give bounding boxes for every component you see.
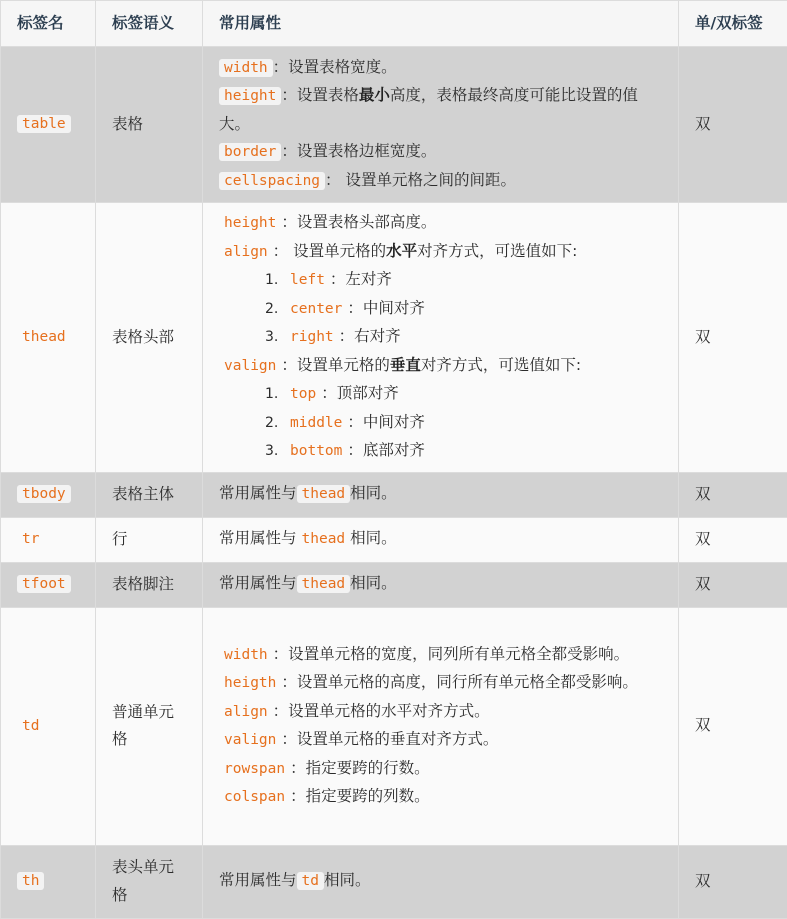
header-row xyxy=(1,1,787,47)
option-item: 2. center ：中间对齐 xyxy=(219,295,662,324)
type-cell: 双 xyxy=(679,472,787,517)
attr-line: heigth ：设置单元格的高度，同行所有单元格全都受影响。 xyxy=(219,669,662,698)
type-cell: 双 xyxy=(679,517,787,562)
attr-code: cellspacing xyxy=(219,172,325,190)
header-tag-semantic: 标签语义 xyxy=(96,1,203,47)
attr-code: border xyxy=(219,143,281,161)
attr-code: heigth xyxy=(219,674,281,692)
attr-emphasis: 水平 xyxy=(386,242,417,260)
attr-code: align xyxy=(219,243,273,261)
tag-cell xyxy=(1,517,96,562)
attr-desc: ：设置表格头部高度。 xyxy=(281,213,436,231)
attr-line: align ：设置单元格的水平对齐方式。 xyxy=(219,698,662,727)
attr-code: rowspan xyxy=(219,760,290,778)
attrs-cell xyxy=(203,607,679,845)
table-row xyxy=(1,517,787,562)
attr-desc: ： 设置单元格的 xyxy=(273,242,386,260)
attr-emphasis: 最小 xyxy=(359,86,390,104)
ref-code: td xyxy=(297,872,324,890)
attr-line: valign ：设置单元格的垂直对齐方式。 xyxy=(219,726,662,755)
tag-code: tfoot xyxy=(17,575,71,593)
attrs-cell xyxy=(203,47,679,203)
option-code: bottom xyxy=(285,442,347,460)
table-row xyxy=(1,203,787,473)
attr-desc: ：设置表格 xyxy=(281,86,359,104)
ref-code: thead xyxy=(297,575,351,593)
attrs-cell xyxy=(203,203,679,473)
tag-code: td xyxy=(17,717,44,735)
attr-code: width xyxy=(219,59,273,77)
attr-line xyxy=(219,209,662,238)
semantic-cell: 表格主体 xyxy=(96,472,203,517)
tag-code: thead xyxy=(17,328,71,346)
attr-desc: ：设置表格宽度。 xyxy=(273,58,397,76)
header-tag-type: 单/双标签 xyxy=(679,1,787,47)
table-row xyxy=(1,562,787,607)
type-cell: 双 xyxy=(679,562,787,607)
semantic-cell: 表格脚注 xyxy=(96,562,203,607)
tag-cell xyxy=(1,47,96,203)
option-item: 1. top ：顶部对齐 xyxy=(219,380,662,409)
attr-line xyxy=(219,352,662,381)
attr-desc: 高度，表格最终高度可能比设置的值大。 xyxy=(219,86,638,133)
option-code: center xyxy=(285,300,347,318)
tag-cell xyxy=(1,607,96,845)
header-common-attrs: 常用属性 xyxy=(203,1,679,47)
option-item: 2. middle ：中间对齐 xyxy=(219,409,662,438)
attr-line: colspan ：指定要跨的列数。 xyxy=(219,783,662,812)
tag-cell xyxy=(1,203,96,473)
type-cell: 双 xyxy=(679,845,787,918)
option-code: right xyxy=(285,328,339,346)
attrs-cell: 常用属性与 thead 相同。 xyxy=(203,562,679,607)
option-code: left xyxy=(285,271,330,289)
table-row xyxy=(1,845,787,918)
table-row xyxy=(1,472,787,517)
attrs-cell: 常用属性与 td 相同。 xyxy=(203,845,679,918)
option-item: 1. left ：左对齐 xyxy=(219,266,662,295)
attr-line xyxy=(219,138,662,167)
semantic-cell: 表头单元格 xyxy=(96,845,203,918)
option-item: 3. bottom ：底部对齐 xyxy=(219,437,662,466)
attr-desc: 对齐方式，可选值如下: xyxy=(417,242,577,260)
attr-desc: ： 设置单元格之间的间距。 xyxy=(325,171,516,189)
attr-line xyxy=(219,54,662,83)
type-cell: 双 xyxy=(679,607,787,845)
attr-desc: ：设置单元格的 xyxy=(281,356,390,374)
tag-cell xyxy=(1,562,96,607)
tag-code: table xyxy=(17,115,71,133)
option-item: 3. right ：右对齐 xyxy=(219,323,662,352)
tag-cell xyxy=(1,472,96,517)
attr-code: valign xyxy=(219,731,281,749)
ref-code: thead xyxy=(297,485,351,503)
attrs-cell: 常用属性与 thead 相同。 xyxy=(203,472,679,517)
tag-code: tbody xyxy=(17,485,71,503)
attr-line xyxy=(219,238,662,267)
table-row xyxy=(1,607,787,845)
attr-line xyxy=(219,167,662,196)
attr-code: width xyxy=(219,646,273,664)
table-row xyxy=(1,47,787,203)
header-tag-name: 标签名 xyxy=(1,1,96,47)
attrs-cell: 常用属性与 thead 相同。 xyxy=(203,517,679,562)
semantic-cell: 表格头部 xyxy=(96,203,203,473)
option-code: middle xyxy=(285,414,347,432)
tag-cell xyxy=(1,845,96,918)
attr-emphasis: 垂直 xyxy=(390,356,421,374)
attr-desc: ：设置表格边框宽度。 xyxy=(281,142,436,160)
attr-desc: 对齐方式，可选值如下: xyxy=(421,356,581,374)
semantic-cell: 普通单元格 xyxy=(96,607,203,845)
attr-code: height xyxy=(219,214,281,232)
attr-code: align xyxy=(219,703,273,721)
type-cell: 双 xyxy=(679,203,787,473)
attr-line: rowspan ：指定要跨的行数。 xyxy=(219,755,662,784)
attr-code: colspan xyxy=(219,788,290,806)
type-cell: 双 xyxy=(679,47,787,203)
tag-code: th xyxy=(17,872,44,890)
attr-line: width ：设置单元格的宽度，同列所有单元格全都受影响。 xyxy=(219,641,662,670)
attr-line xyxy=(219,82,662,138)
ref-code: thead xyxy=(297,530,351,548)
option-code: top xyxy=(285,385,321,403)
semantic-cell: 表格 xyxy=(96,47,203,203)
attr-code: valign xyxy=(219,357,281,375)
attr-code: height xyxy=(219,87,281,105)
tag-code: tr xyxy=(17,530,44,548)
semantic-cell: 行 xyxy=(96,517,203,562)
